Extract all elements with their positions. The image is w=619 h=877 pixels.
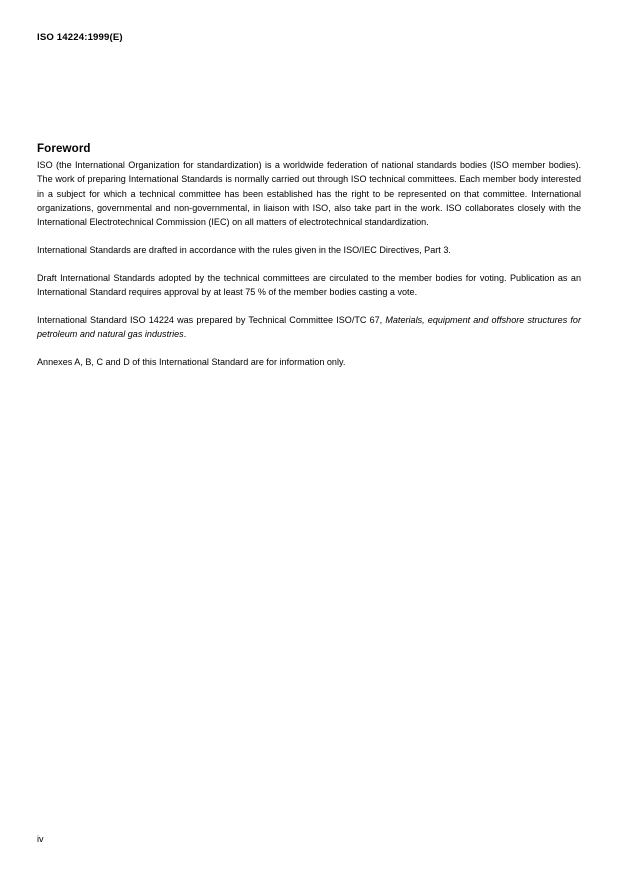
paragraph-iso-description: ISO (the International Organization for standardization) is a worldwide federation of national standards bodies (ISO member bodies). The work of preparing International Standards is normally carried out through ISO technical committees. Each member body interested in a subject for which a technical committee has been established has the right to be represented on that committee. International organizations, governmental and non-governmental, in liaison with ISO, also take part in the work. ISO collaborates closely with the International Electrotechnical Commission (IEC) on all matters of electrotechnical standardization.: [37, 160, 581, 227]
committee-tail-text: .: [183, 329, 187, 340]
paragraph-committee: [37, 313, 581, 342]
committee-lead-text: International Standard ISO 14224 was prepared by Technical Committee ISO/TC 67,: [37, 314, 386, 325]
page-number: iv: [37, 834, 44, 844]
foreword-body: [37, 158, 581, 369]
paragraph-drafting-rules: International Standards are drafted in accordance with the rules given in the ISO/IEC Directives, Part 3.: [37, 244, 451, 255]
page-title: Foreword: [37, 141, 91, 155]
paragraph-voting: Draft International Standards adopted by the technical committees are circulated to the member bodies for voting. Publication as an International Standard requires approval by at least 75 % of the member bodies casting a vote.: [37, 272, 581, 297]
running-head: ISO 14224:1999(E): [37, 32, 123, 43]
committee-scope-title: Materials, equipment and offshore structures for petroleum and natural gas industries: [37, 314, 581, 340]
paragraph-annexes: Annexes A, B, C and D of this International Standard are for information only.: [37, 356, 346, 367]
